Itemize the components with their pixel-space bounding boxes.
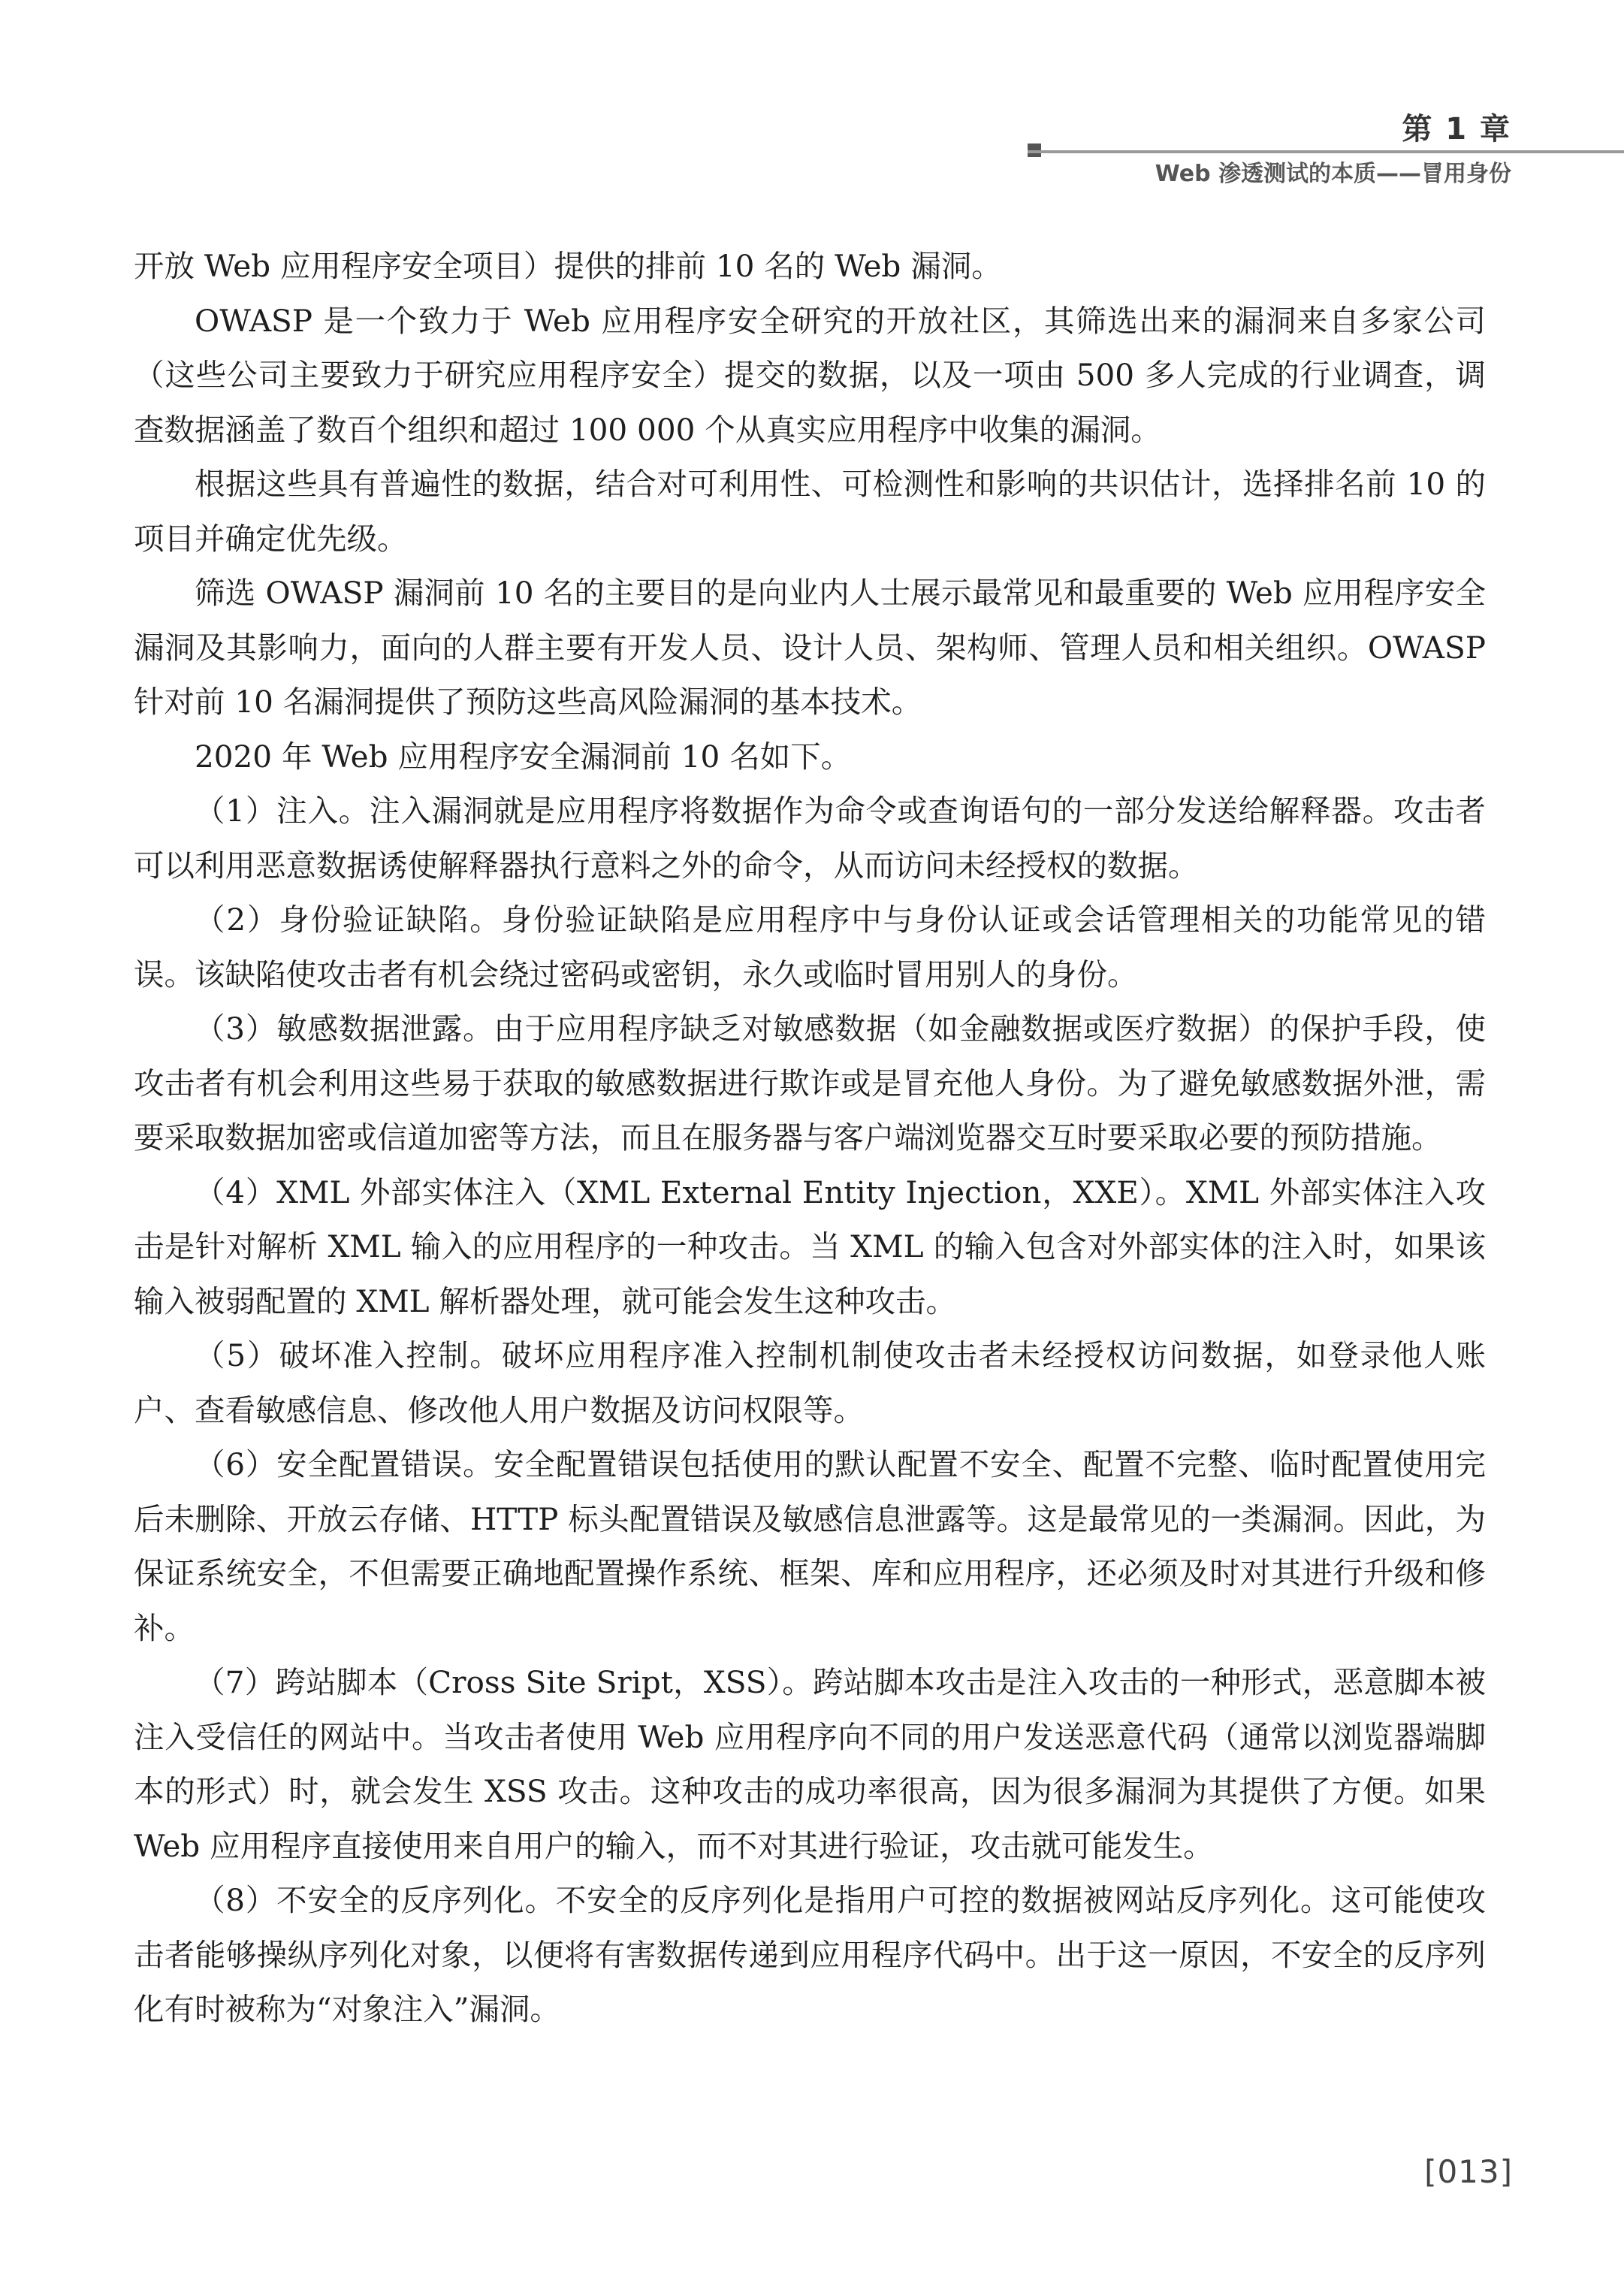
paragraph-purpose: 筛选 OWASP 漏洞前 10 名的主要目的是向业内人士展示最常见和最重要的 Web 应用程序安全漏洞及其影响力，面向的人群主要有开发人员、设计人员、架构师、管理人员和相关组织。OWASP 针对前 10 名漏洞提供了预防这些高风险漏洞的基本技术。: [134, 575, 1486, 720]
list-item-misconfig: （6）安全配置错误。安全配置错误包括使用的默认配置不安全、配置不完整、临时配置使用完后未删除、开放云存储、HTTP 标头配置错误及敏感信息泄露等。这是最常见的一类漏洞。因此，为保证系统安全，不但需要正确地配置操作系统、框架、库和应用程序，还必须及时对其进行升级和修补。: [134, 1446, 1486, 1646]
list-item-deserialization: （8）不安全的反序列化。不安全的反序列化是指用户可控的数据被网站反序列化。这可能使攻击者能够操纵序列化对象，以便将有害数据传递到应用程序代码中。出于这一原因，不安全的反序列化有时被称为“对象注入”漏洞。: [134, 1882, 1486, 2027]
chapter-title: 第 1 章: [1402, 112, 1511, 147]
list-item-xss: （7）跨站脚本（Cross Site Sript，XSS）。跨站脚本攻击是注入攻击的一种形式，恶意脚本被注入受信任的网站中。当攻击者使用 Web 应用程序向不同的用户发送恶意代码（通常以浏览器端脚本的形式）时，就会发生 XSS 攻击。这种攻击的成功率很高，因为很多漏洞为其提供了方便。如果 Web 应用程序直接使用来自用户的输入，而不对其进行验证，攻击就可能发生。: [134, 1664, 1486, 1864]
chapter-subtitle: Web 渗透测试的本质——冒用身份: [1155, 161, 1511, 187]
list-item-sensitive-data: （3）敏感数据泄露。由于应用程序缺乏对敏感数据（如金融数据或医疗数据）的保护手段，使攻击者有机会利用这些易于获取的敏感数据进行欺诈或是冒充他人身份。为了避免敏感数据外泄，需要采取数据加密或信道加密等方法，而且在服务器与客户端浏览器交互时要采取必要的预防措施。: [134, 1011, 1486, 1156]
paragraph-owasp-intro: OWASP 是一个致力于 Web 应用程序安全研究的开放社区，其筛选出来的漏洞来自多家公司（这些公司主要致力于研究应用程序安全）提交的数据，以及一项由 500 多人完成的行业调查，调查数据涵盖了数百个组织和超过 100 000 个从真实应用程序中收集的漏洞。: [134, 302, 1486, 448]
page-number: [013]: [1424, 2153, 1513, 2190]
list-item-auth: （2）身份验证缺陷。身份验证缺陷是应用程序中与身份认证或会话管理相关的功能常见的错误。该缺陷使攻击者有机会绕过密码或密钥，永久或临时冒用别人的身份。: [134, 902, 1486, 992]
paragraph-ranking: 根据这些具有普遍性的数据，结合对可利用性、可检测性和影响的共识估计，选择排名前 10 的项目并确定优先级。: [134, 466, 1486, 557]
list-item-xxe: （4）XML 外部实体注入（XML External Entity Injection，XXE）。XML 外部实体注入攻击是针对解析 XML 输入的应用程序的一种攻击。当 XML 的输入包含对外部实体的注入时，如果该输入被弱配置的 XML 解析器处理，就可能会发生这种攻击。: [134, 1174, 1486, 1319]
header-rule: [1028, 150, 1624, 153]
list-item-access-control: （5）破坏准入控制。破坏应用程序准入控制机制使攻击者未经授权访问数据，如登录他人账户、查看敏感信息、修改他人用户数据及访问权限等。: [134, 1337, 1486, 1428]
paragraph-continuation: 开放 Web 应用程序安全项目）提供的排前 10 名的 Web 漏洞。: [134, 248, 1002, 284]
paragraph-list-intro: 2020 年 Web 应用程序安全漏洞前 10 名如下。: [195, 738, 852, 775]
body-text: [134, 239, 1486, 2037]
list-item-injection: （1）注入。注入漏洞就是应用程序将数据作为命令或查询语句的一部分发送给解释器。攻击者可以利用恶意数据诱使解释器执行意料之外的命令，从而访问未经授权的数据。: [134, 793, 1486, 884]
